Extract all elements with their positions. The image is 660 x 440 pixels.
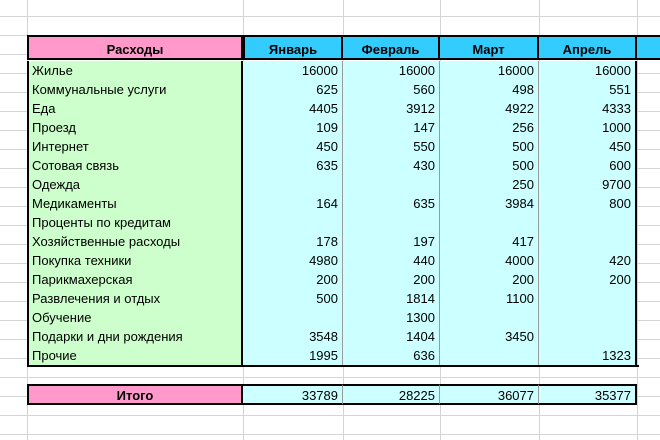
expense-value-cell[interactable]: 636 [343,346,440,365]
expense-category-label[interactable]: Медикаменты [27,194,243,213]
expense-value-cell[interactable]: 9700 [539,175,637,194]
expense-category-label[interactable]: Сотовая связь [27,156,243,175]
expense-value-cell[interactable]: 16000 [243,61,343,80]
expense-value-cell[interactable]: 4333 [539,99,637,118]
gridline-horizontal [0,377,660,378]
expense-value-cell[interactable]: 16000 [343,61,440,80]
expense-value-cell[interactable]: 3450 [440,327,539,346]
expense-value-cell[interactable]: 200 [539,270,637,289]
expense-value-cell[interactable]: 16000 [440,61,539,80]
expense-value-cell[interactable]: 164 [243,194,343,213]
expense-category-label[interactable]: Развлечения и отдых [27,289,243,308]
expense-value-cell[interactable] [539,327,637,346]
expense-value-cell[interactable]: 417 [440,232,539,251]
expense-value-cell[interactable]: 551 [539,80,637,99]
expense-value-cell[interactable]: 1100 [440,289,539,308]
total-march[interactable]: 36077 [440,384,539,405]
expense-value-cell[interactable] [539,308,637,327]
expense-value-cell[interactable] [440,213,539,232]
expense-value-cell[interactable]: 600 [539,156,637,175]
expense-value-cell[interactable] [440,308,539,327]
table-bottom-border [27,365,639,367]
expense-value-cell[interactable]: 250 [440,175,539,194]
expense-value-cell[interactable]: 498 [440,80,539,99]
expense-category-label[interactable]: Жилье [27,61,243,80]
expense-value-cell[interactable] [243,213,343,232]
expense-value-cell[interactable]: 4922 [440,99,539,118]
gridline-horizontal [0,415,660,416]
total-february[interactable]: 28225 [343,384,440,405]
expense-value-cell[interactable]: 1300 [343,308,440,327]
expense-category-label[interactable]: Покупка техники [27,251,243,270]
expense-value-cell[interactable]: 147 [343,118,440,137]
expense-value-cell[interactable]: 109 [243,118,343,137]
expense-value-cell[interactable]: 200 [343,270,440,289]
gridline-vertical [637,0,638,440]
expense-value-cell[interactable]: 3548 [243,327,343,346]
expense-value-cell[interactable] [243,308,343,327]
header-month-february[interactable]: Февраль [343,35,440,60]
expense-value-cell[interactable] [440,346,539,365]
expense-value-cell[interactable]: 1404 [343,327,440,346]
expense-value-cell[interactable] [539,213,637,232]
total-label[interactable]: Итого [27,384,243,405]
expense-value-cell[interactable]: 4405 [243,99,343,118]
expense-value-cell[interactable] [539,232,637,251]
expense-category-label[interactable]: Парикмахерская [27,270,243,289]
expense-category-label[interactable]: Одежда [27,175,243,194]
header-right-edge [637,35,660,60]
expense-value-cell[interactable]: 800 [539,194,637,213]
expense-value-cell[interactable]: 420 [539,251,637,270]
expense-value-cell[interactable]: 178 [243,232,343,251]
expense-value-cell[interactable]: 625 [243,80,343,99]
expense-value-cell[interactable]: 197 [343,232,440,251]
expense-category-label[interactable]: Проезд [27,118,243,137]
expense-category-label[interactable]: Прочие [27,346,243,365]
expense-value-cell[interactable]: 3912 [343,99,440,118]
expense-value-cell[interactable] [243,175,343,194]
expense-value-cell[interactable]: 440 [343,251,440,270]
expense-value-cell[interactable]: 560 [343,80,440,99]
expense-category-label[interactable]: Интернет [27,137,243,156]
header-month-march[interactable]: Март [440,35,539,60]
expense-category-label[interactable]: Подарки и дни рождения [27,327,243,346]
expense-value-cell[interactable] [343,175,440,194]
expense-value-cell[interactable]: 450 [539,137,637,156]
header-expenses[interactable]: Расходы [27,35,243,60]
expense-category-label[interactable]: Обучение [27,308,243,327]
expense-category-label[interactable]: Коммунальные услуги [27,80,243,99]
gridline-horizontal [0,434,660,435]
gridline-horizontal [0,16,660,17]
expense-value-cell[interactable]: 430 [343,156,440,175]
expense-value-cell[interactable]: 4980 [243,251,343,270]
expense-value-cell[interactable]: 1323 [539,346,637,365]
expense-value-cell[interactable]: 3984 [440,194,539,213]
expense-value-cell[interactable]: 450 [243,137,343,156]
expense-value-cell[interactable]: 500 [440,156,539,175]
expense-value-cell[interactable]: 1814 [343,289,440,308]
expense-category-label[interactable]: Проценты по кредитам [27,213,243,232]
expense-value-cell[interactable]: 200 [440,270,539,289]
expense-value-cell[interactable] [539,289,637,308]
expense-value-cell[interactable]: 200 [243,270,343,289]
expense-category-label[interactable]: Хозяйственные расходы [27,232,243,251]
expense-value-cell[interactable]: 256 [440,118,539,137]
expense-value-cell[interactable]: 635 [243,156,343,175]
total-january[interactable]: 33789 [243,384,343,405]
header-month-january[interactable]: Январь [243,35,343,60]
expense-value-cell[interactable]: 550 [343,137,440,156]
expense-value-cell[interactable]: 1995 [243,346,343,365]
header-month-april[interactable]: Апрель [539,35,637,60]
total-april[interactable]: 35377 [539,384,637,405]
expense-value-cell[interactable]: 500 [243,289,343,308]
expense-value-cell[interactable]: 1000 [539,118,637,137]
expense-value-cell[interactable] [343,213,440,232]
expense-value-cell[interactable]: 16000 [539,61,637,80]
expense-value-cell[interactable]: 500 [440,137,539,156]
expense-category-label[interactable]: Еда [27,99,243,118]
expense-value-cell[interactable]: 4000 [440,251,539,270]
expense-value-cell[interactable]: 635 [343,194,440,213]
